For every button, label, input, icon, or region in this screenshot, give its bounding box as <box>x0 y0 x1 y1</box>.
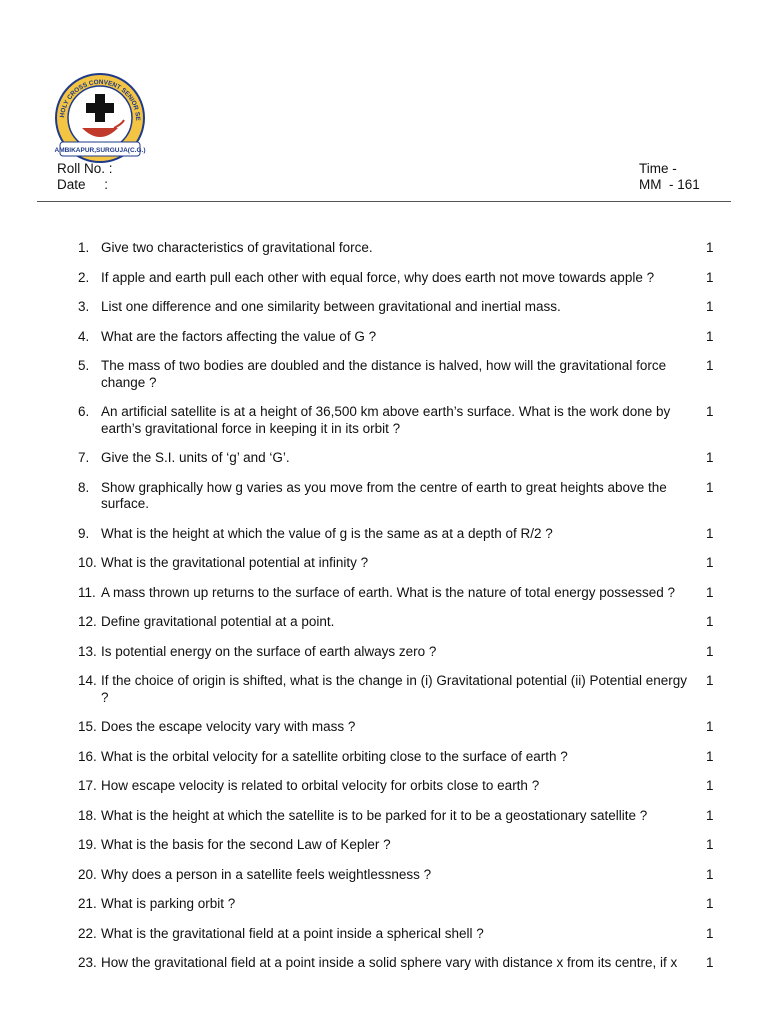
question-number: 14. <box>78 673 97 688</box>
question-number: 4. <box>78 328 90 344</box>
question-marks: 1 <box>706 525 714 541</box>
question-text: Give two characteristics of gravitational force. <box>101 240 373 255</box>
question-text: How the gravitational field at a point inside a solid sphere vary with distance x from its centre, if x <box>101 955 678 970</box>
question-item <box>0 585 768 602</box>
question-number: 12. <box>78 614 97 629</box>
question-item <box>0 480 768 513</box>
question-text: How escape velocity is related to orbital velocity for orbits close to earth ? <box>101 778 540 793</box>
question-text: Why does a person in a satellite feels weightlessness ? <box>101 866 432 882</box>
question-marks: 1 <box>706 955 714 970</box>
question-text: The mass of two bodies are doubled and the distance is halved, how will the gravitational force change ? <box>101 358 667 390</box>
question-number: 22. <box>78 925 97 941</box>
question-number: 3. <box>78 299 90 314</box>
question-text: What is the orbital velocity for a satellite orbiting close to the surface of earth ? <box>101 748 568 764</box>
question-marks: 1 <box>706 807 714 823</box>
question-text: What is the basis for the second Law of Kepler ? <box>101 837 391 852</box>
question-item <box>0 555 768 572</box>
question-marks: 1 <box>706 778 714 793</box>
question-item <box>0 526 768 543</box>
question-item <box>0 329 768 346</box>
question-marks: 1 <box>706 240 714 255</box>
question-marks: 1 <box>706 925 714 941</box>
header-divider <box>37 201 731 202</box>
question-marks: 1 <box>706 673 714 688</box>
question-number: 18. <box>78 807 97 823</box>
question-item <box>0 837 768 854</box>
question-item <box>0 299 768 316</box>
svg-text:HOLY CROSS CONVENT SENIOR SECO: HOLY CROSS CONVENT SENIOR SE <box>59 78 142 121</box>
question-text: A mass thrown up returns to the surface of earth. What is the nature of total energy possessed ? <box>101 584 676 600</box>
question-number: 5. <box>78 358 90 373</box>
question-marks: 1 <box>706 328 714 344</box>
question-number: 21. <box>78 896 97 911</box>
question-number: 11. <box>78 584 96 600</box>
svg-text:AMBIKAPUR,SURGUJA(C.G.): AMBIKAPUR,SURGUJA(C.G.) <box>54 147 146 154</box>
question-number: 13. <box>78 643 97 659</box>
question-item <box>0 867 768 884</box>
question-item <box>0 808 768 825</box>
question-text: Give the S.I. units of ‘g’ and ‘G’. <box>101 450 290 465</box>
question-item <box>0 719 768 736</box>
question-number: 7. <box>78 450 90 465</box>
question-marks: 1 <box>706 269 714 285</box>
question-number: 10. <box>78 555 97 570</box>
question-marks: 1 <box>706 643 714 659</box>
question-marks: 1 <box>706 614 714 629</box>
question-item <box>0 450 768 467</box>
question-marks: 1 <box>706 748 714 764</box>
question-number: 16. <box>78 748 97 764</box>
question-number: 2. <box>78 269 90 285</box>
question-marks: 1 <box>706 555 714 570</box>
question-list <box>0 240 768 985</box>
question-text: Is potential energy on the surface of earth always zero ? <box>101 643 437 659</box>
header-right <box>639 161 700 193</box>
question-number: 15. <box>78 719 97 734</box>
question-text: If apple and earth pull each other with equal force, why does earth not move towards apple ? <box>101 269 655 285</box>
question-text: What is parking orbit ? <box>101 896 236 911</box>
question-number: 1. <box>78 240 90 255</box>
question-text: Does the escape velocity vary with mass ? <box>101 719 356 734</box>
date-label: Date : <box>57 177 109 192</box>
question-text: Define gravitational potential at a point. <box>101 614 335 629</box>
max-marks-label: MM - 161 <box>639 177 700 192</box>
question-marks: 1 <box>706 866 714 882</box>
question-text: Show graphically how g varies as you move from the centre of earth to great heights above the surface. <box>101 479 667 511</box>
question-number: 23. <box>78 955 97 970</box>
roll-no-label: Roll No. : <box>57 161 113 176</box>
time-label: Time - <box>639 161 677 176</box>
question-number: 20. <box>78 866 97 882</box>
question-text: What is the height at which the satellite is to be parked for it to be a geostationary satellite ? <box>101 807 648 823</box>
question-item <box>0 644 768 661</box>
question-item <box>0 749 768 766</box>
question-item <box>0 358 768 391</box>
question-marks: 1 <box>706 358 714 373</box>
question-number: 9. <box>78 525 90 541</box>
question-number: 8. <box>78 479 90 495</box>
question-item <box>0 240 768 257</box>
question-item <box>0 955 768 972</box>
question-item <box>0 270 768 287</box>
question-text: An artificial satellite is at a height of 36,500 km above earth’s surface. What is the work done by earth’s gravitational force in keeping it in its orbit ? <box>101 404 671 436</box>
question-marks: 1 <box>706 299 714 314</box>
question-item <box>0 404 768 437</box>
question-marks: 1 <box>706 896 714 911</box>
question-item <box>0 673 768 706</box>
question-marks: 1 <box>706 450 714 465</box>
question-marks: 1 <box>706 584 714 600</box>
header-left <box>57 161 113 193</box>
question-marks: 1 <box>706 404 714 419</box>
question-number: 19. <box>78 837 97 852</box>
question-number: 6. <box>78 404 90 419</box>
question-text: List one difference and one similarity between gravitational and inertial mass. <box>101 299 561 314</box>
school-logo <box>52 70 148 166</box>
question-item <box>0 778 768 795</box>
question-number: 17. <box>78 778 97 793</box>
question-text: What is the gravitational potential at infinity ? <box>101 555 369 570</box>
question-item <box>0 614 768 631</box>
question-marks: 1 <box>706 837 714 852</box>
question-marks: 1 <box>706 719 714 734</box>
question-text: What is the gravitational field at a point inside a spherical shell ? <box>101 925 484 941</box>
question-text: If the choice of origin is shifted, what is the change in (i) Gravitational potential (ii) Potential energy ? <box>101 673 688 705</box>
question-marks: 1 <box>706 479 714 495</box>
question-text: What is the height at which the value of g is the same as at a depth of R/2 ? <box>101 525 553 541</box>
question-text: What are the factors affecting the value of G ? <box>101 328 377 344</box>
question-item <box>0 926 768 943</box>
question-item <box>0 896 768 913</box>
